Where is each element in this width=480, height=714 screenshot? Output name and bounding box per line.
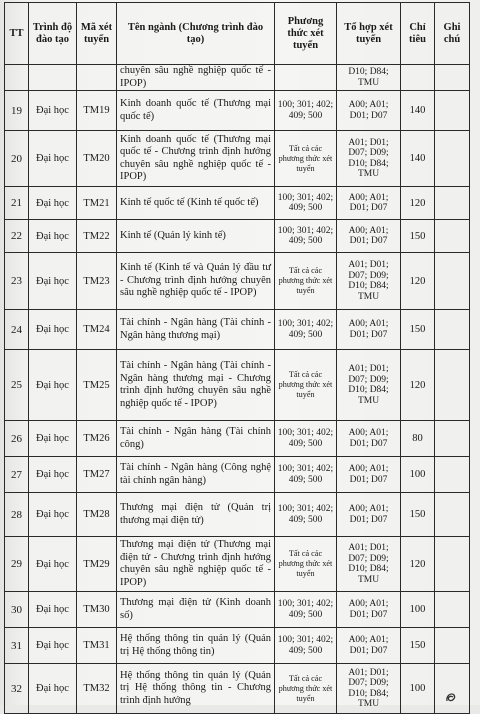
row-tt: 31 — [5, 628, 29, 664]
header-combo: Tổ hợp xét tuyển — [337, 3, 401, 65]
row-combo: A00; A01; D01; D07 — [337, 592, 401, 628]
handwritten-mark-icon — [444, 690, 458, 704]
row-level: Đại học — [29, 664, 77, 714]
row-name: Kinh tế (Quản lý kinh tế) — [117, 220, 275, 253]
continuation-combo: D10; D84; TMU — [337, 65, 401, 91]
row-code: TM22 — [77, 220, 117, 253]
row-combo: A01; D01; D07; D09; D10; D84; TMU — [337, 537, 401, 592]
row-code: TM23 — [77, 253, 117, 310]
row-code: TM31 — [77, 628, 117, 664]
row-combo: A00; A01; D01; D07 — [337, 187, 401, 220]
row-combo: A00; A01; D01; D07 — [337, 628, 401, 664]
row-code: TM24 — [77, 310, 117, 350]
row-note — [435, 628, 470, 664]
row-code: TM20 — [77, 131, 117, 187]
row-name: Thương mại điện tử (Kinh doanh số) — [117, 592, 275, 628]
row-quota: 150 — [401, 310, 435, 350]
table-row — [5, 91, 470, 131]
row-quota: 100 — [401, 664, 435, 714]
header-quota: Chỉ tiêu — [401, 3, 435, 65]
row-level: Đại học — [29, 187, 77, 220]
table-row — [5, 537, 470, 592]
row-note — [435, 91, 470, 131]
row-note — [435, 220, 470, 253]
row-combo: A01; D01; D07; D09; D10; D84; TMU — [337, 350, 401, 421]
row-combo: A00; A01; D01; D07 — [337, 310, 401, 350]
row-name: Tài chính - Ngân hàng (Tài chính - Ngân hàng thương mại - Chương trình định hướng chuyên sâu nghề nghiệp quốc tế - IPOP) — [117, 350, 275, 421]
row-quota: 120 — [401, 253, 435, 310]
row-name: Thương mại điện tử (Thương mại điện tử - Chương trình định hướng chuyên sâu nghề nghiệp quốc tế - IPOP) — [117, 537, 275, 592]
row-note — [435, 592, 470, 628]
row-combo: A00; A01; D01; D07 — [337, 91, 401, 131]
row-note — [435, 187, 470, 220]
header-tt: TT — [5, 3, 29, 65]
row-tt: 22 — [5, 220, 29, 253]
row-level: Đại học — [29, 457, 77, 493]
row-combo: A01; D01; D07; D09; D10; D84; TMU — [337, 664, 401, 714]
row-name: Thương mại điện tử (Quản trị thương mại điện tử) — [117, 493, 275, 537]
row-method: 100; 301; 402; 409; 500 — [275, 493, 337, 537]
row-method: Tất cả các phương thức xét tuyển — [275, 664, 337, 714]
row-code: TM29 — [77, 537, 117, 592]
row-tt: 29 — [5, 537, 29, 592]
table-row — [5, 592, 470, 628]
row-note — [435, 350, 470, 421]
row-method: 100; 301; 402; 409; 500 — [275, 310, 337, 350]
row-combo: A01; D01; D07; D09; D10; D84; TMU — [337, 253, 401, 310]
row-quota: 150 — [401, 220, 435, 253]
admission-table — [4, 2, 470, 714]
table-row — [5, 457, 470, 493]
row-name: Kinh doanh quốc tế (Thương mại quốc tế - Chương trình định hướng chuyên sâu nghề nghiệp quốc tế - IPOP) — [117, 131, 275, 187]
row-name: Kinh tế quốc tế (Kinh tế quốc tế) — [117, 187, 275, 220]
row-method: Tất cả các phương thức xét tuyển — [275, 537, 337, 592]
table-row — [5, 421, 470, 457]
row-name: Hệ thống thông tin quản lý (Quản trị Hệ thống thông tin) — [117, 628, 275, 664]
row-method: 100; 301; 402; 409; 500 — [275, 457, 337, 493]
row-tt: 25 — [5, 350, 29, 421]
row-note — [435, 537, 470, 592]
header-method: Phương thức xét tuyển — [275, 3, 337, 65]
row-name: Kinh tế (Kinh tế và Quản lý đầu tư - Chương trình định hướng chuyên sâu nghề nghiệp quốc tế - IPOP) — [117, 253, 275, 310]
row-note — [435, 457, 470, 493]
row-name: Tài chính - Ngân hàng (Tài chính - Ngân hàng thương mại) — [117, 310, 275, 350]
row-method: 100; 301; 402; 409; 500 — [275, 421, 337, 457]
continuation-row — [5, 65, 470, 91]
row-level: Đại học — [29, 91, 77, 131]
row-tt: 23 — [5, 253, 29, 310]
row-level: Đại học — [29, 537, 77, 592]
row-quota: 100 — [401, 592, 435, 628]
table-row — [5, 220, 470, 253]
row-level: Đại học — [29, 493, 77, 537]
row-quota: 140 — [401, 91, 435, 131]
table-row — [5, 187, 470, 220]
row-code: TM28 — [77, 493, 117, 537]
row-combo: A01; D01; D07; D09; D10; D84; TMU — [337, 131, 401, 187]
row-method: Tất cả các phương thức xét tuyển — [275, 131, 337, 187]
row-quota: 120 — [401, 537, 435, 592]
row-level: Đại học — [29, 131, 77, 187]
row-tt: 28 — [5, 493, 29, 537]
row-combo: A00; A01; D01; D07 — [337, 421, 401, 457]
row-quota: 120 — [401, 187, 435, 220]
row-quota: 120 — [401, 350, 435, 421]
row-level: Đại học — [29, 628, 77, 664]
row-tt: 24 — [5, 310, 29, 350]
row-tt: 19 — [5, 91, 29, 131]
row-tt: 26 — [5, 421, 29, 457]
header-name: Tên ngành (Chương trình đào tạo) — [117, 3, 275, 65]
table-row — [5, 253, 470, 310]
row-quota: 80 — [401, 421, 435, 457]
row-note — [435, 253, 470, 310]
row-level: Đại học — [29, 350, 77, 421]
row-quota: 140 — [401, 131, 435, 187]
continuation-name: chuyên sâu nghề nghiệp quốc tế - IPOP) — [117, 65, 275, 91]
row-tt: 30 — [5, 592, 29, 628]
row-name: Tài chính - Ngân hàng (Công nghệ tài chính ngân hàng) — [117, 457, 275, 493]
row-combo: A00; A01; D01; D07 — [337, 457, 401, 493]
row-code: TM32 — [77, 664, 117, 714]
row-tt: 27 — [5, 457, 29, 493]
row-method: Tất cả các phương thức xét tuyển — [275, 350, 337, 421]
row-note — [435, 310, 470, 350]
table-row — [5, 664, 470, 714]
row-level: Đại học — [29, 421, 77, 457]
row-quota: 100 — [401, 457, 435, 493]
row-quota: 150 — [401, 628, 435, 664]
row-method: 100; 301; 402; 409; 500 — [275, 628, 337, 664]
row-code: TM26 — [77, 421, 117, 457]
row-combo: A00; A01; D01; D07 — [337, 220, 401, 253]
row-code: TM27 — [77, 457, 117, 493]
header-code: Mã xét tuyển — [77, 3, 117, 65]
header-note: Ghi chú — [435, 3, 470, 65]
row-note — [435, 493, 470, 537]
table-row — [5, 131, 470, 187]
row-method: 100; 301; 402; 409; 500 — [275, 592, 337, 628]
row-note — [435, 421, 470, 457]
row-method: Tất cả các phương thức xét tuyển — [275, 253, 337, 310]
header-level: Trình độ đào tạo — [29, 3, 77, 65]
row-note — [435, 664, 470, 714]
row-quota: 150 — [401, 493, 435, 537]
row-name: Kinh doanh quốc tế (Thương mại quốc tế) — [117, 91, 275, 131]
table-row — [5, 350, 470, 421]
row-note — [435, 131, 470, 187]
row-level: Đại học — [29, 592, 77, 628]
row-method: 100; 301; 402; 409; 500 — [275, 220, 337, 253]
row-tt: 32 — [5, 664, 29, 714]
row-code: TM19 — [77, 91, 117, 131]
row-combo: A00; A01; D01; D07 — [337, 493, 401, 537]
row-level: Đại học — [29, 220, 77, 253]
row-level: Đại học — [29, 310, 77, 350]
row-code: TM21 — [77, 187, 117, 220]
row-name: Hệ thống thông tin quản lý (Quản trị Hệ thống thông tin - Chương trình định hướng — [117, 664, 275, 714]
row-tt: 21 — [5, 187, 29, 220]
row-method: 100; 301; 402; 409; 500 — [275, 187, 337, 220]
row-code: TM25 — [77, 350, 117, 421]
row-tt: 20 — [5, 131, 29, 187]
row-method: 100; 301; 402; 409; 500 — [275, 91, 337, 131]
table-row — [5, 310, 470, 350]
row-level: Đại học — [29, 253, 77, 310]
row-code: TM30 — [77, 592, 117, 628]
table-row — [5, 493, 470, 537]
header-row — [5, 3, 470, 65]
row-name: Tài chính - Ngân hàng (Tài chính công) — [117, 421, 275, 457]
table-row — [5, 628, 470, 664]
